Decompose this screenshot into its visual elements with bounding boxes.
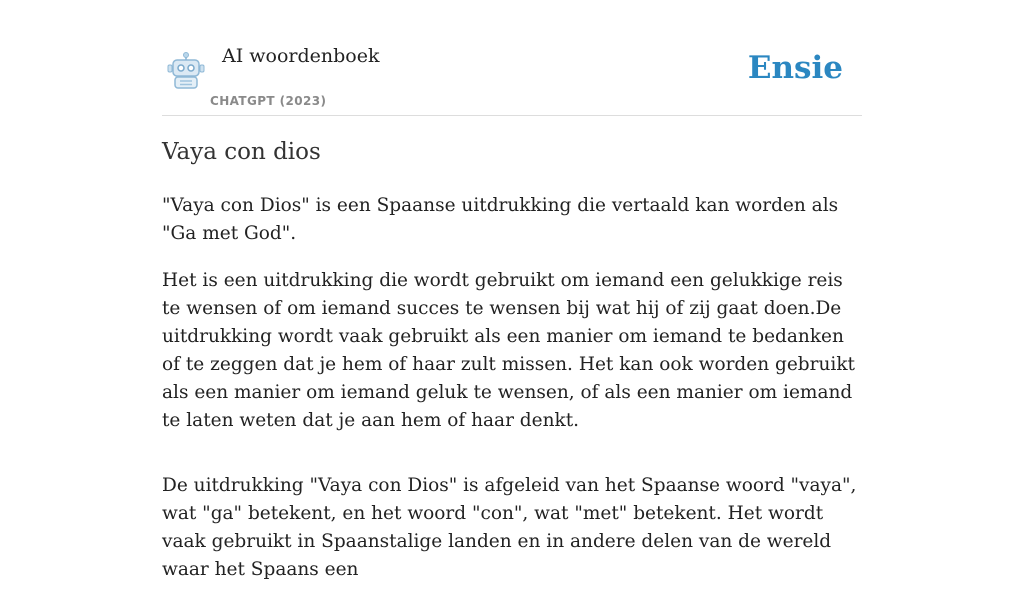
entry-definition [162, 192, 862, 603]
definition-paragraph: Het is een uitdrukking die wordt gebruikt om iemand een gelukkige reis te wensen of om iemand succes te wensen bij wat hij of zij gaat doen.De uitdrukking wordt vaak gebruikt als een manier om iemand te bedanken of te zeggen dat je hem of haar zult missen. Het kan ook worden gebruikt als een manier om iemand geluk te wensen, of als een manier om iemand te laten weten dat je aan hem of haar denkt. [162, 270, 855, 431]
entry-term: Vaya con dios [162, 139, 321, 165]
brand-logo[interactable]: Ensie [747, 50, 843, 86]
page-container [162, 0, 862, 580]
dictionary-name[interactable]: AI woordenboek [222, 45, 380, 67]
dictionary-source: CHATGPT (2023) [210, 94, 327, 108]
definition-paragraph: "Vaya con Dios" is een Spaanse uitdrukking die vertaald kan worden als "Ga met God". [162, 195, 839, 244]
definition-paragraph: De uitdrukking "Vaya con Dios" is afgeleid van het Spaanse woord "vaya", wat "ga" betekent, en het woord "con", wat "met" betekent. Het wordt vaak gebruikt in Spaanstalige landen en in andere delen van de wereld waar het Spaans een [162, 475, 857, 580]
dictionary-header [162, 0, 862, 116]
robot-icon [166, 52, 206, 90]
